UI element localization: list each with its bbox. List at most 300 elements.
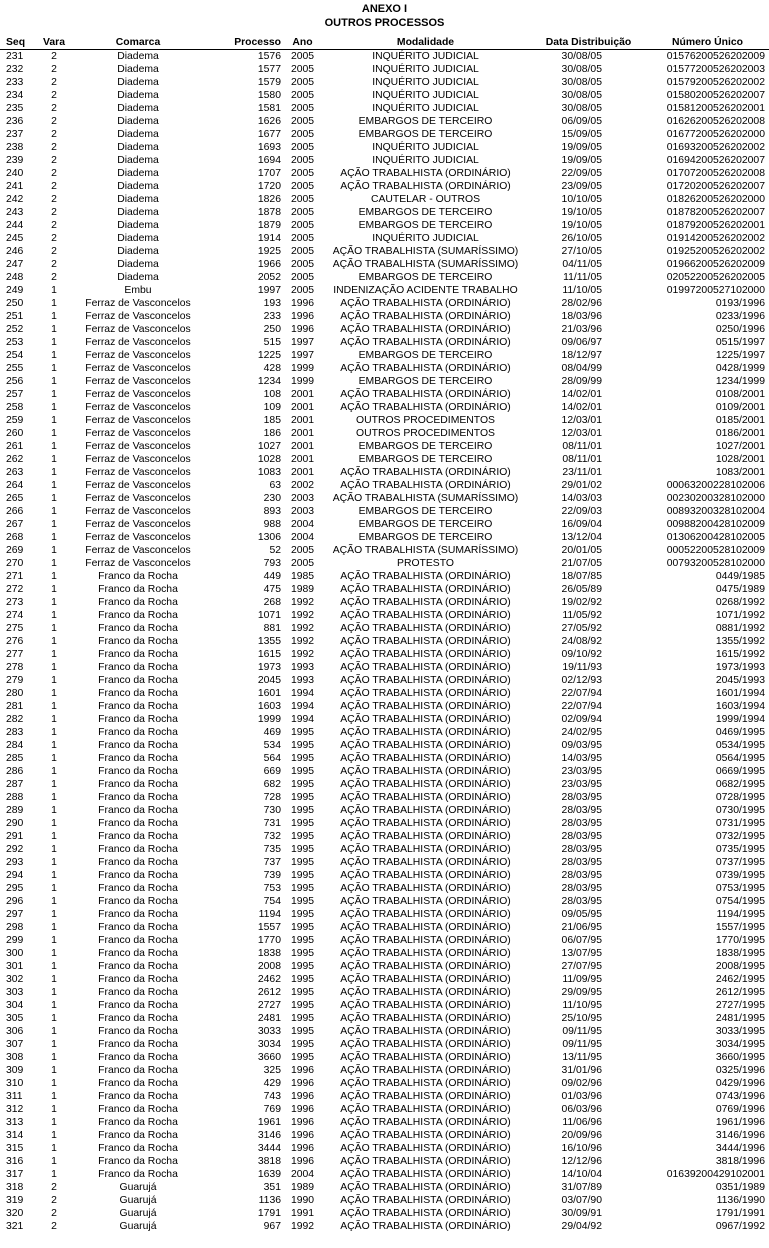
cell-vara: 1 [51,584,57,595]
cell-processo: 1677 [257,129,281,140]
cell-vara: 1 [51,662,57,673]
cell-numero-unico: 0233/1996 [715,311,765,322]
cell-processo: 2052 [257,272,281,283]
cell-numero-unico: 01694200526202007 [666,155,765,166]
cell-comarca: Franco da Rocha [98,922,178,933]
cell-data-distribuicao: 26/05/89 [561,584,602,595]
cell-comarca: Diadema [117,233,159,244]
cell-comarca: Franco da Rocha [98,779,178,790]
cell-vara: 1 [51,857,57,868]
cell-processo: 1603 [257,701,281,712]
cell-data-distribuicao: 19/09/05 [561,155,602,166]
cell-vara: 1 [51,1026,57,1037]
table-row [0,557,769,570]
cell-data-distribuicao: 14/03/03 [561,493,602,504]
cell-modalidade: AÇÃO TRABALHISTA (ORDINÁRIO) [340,1000,511,1011]
cell-numero-unico: 00988200428102009 [666,519,765,530]
cell-ano: 1996 [290,1143,315,1154]
cell-modalidade: AÇÃO TRABALHISTA (ORDINÁRIO) [340,688,511,699]
cell-vara: 1 [51,961,57,972]
cell-data-distribuicao: 20/01/05 [561,545,602,556]
cell-seq: 313 [6,1117,24,1128]
cell-vara: 1 [51,350,57,361]
cell-numero-unico: 01966200526202009 [666,259,765,270]
cell-vara: 2 [51,90,57,101]
cell-comarca: Ferraz de Vasconcelos [85,467,191,478]
table-row [0,739,769,752]
cell-processo: 1234 [257,376,281,387]
cell-comarca: Franco da Rocha [98,857,178,868]
cell-processo: 1071 [257,610,281,621]
cell-ano: 1989 [290,1182,315,1193]
cell-ano: 1995 [290,909,315,920]
cell-modalidade: AÇÃO TRABALHISTA (ORDINÁRIO) [340,974,511,985]
table-row [0,193,769,206]
cell-vara: 1 [51,1143,57,1154]
cell-data-distribuicao: 04/11/05 [562,259,602,270]
cell-ano: 1996 [290,1091,315,1102]
table-row [0,284,769,297]
table-row [0,1129,769,1142]
cell-processo: 193 [263,298,281,309]
cell-seq: 264 [6,480,24,491]
table-row [0,349,769,362]
table-row [0,232,769,245]
cell-modalidade: EMBARGOS DE TERCEIRO [358,519,493,530]
cell-ano: 2005 [290,207,315,218]
cell-vara: 1 [51,545,57,556]
cell-ano: 1995 [290,753,315,764]
cell-modalidade: AÇÃO TRABALHISTA (ORDINÁRIO) [340,363,511,374]
cell-seq: 321 [6,1221,24,1232]
cell-numero-unico: 2727/1995 [715,1000,765,1011]
cell-numero-unico: 01707200526202008 [666,168,765,179]
cell-comarca: Ferraz de Vasconcelos [85,558,191,569]
cell-modalidade: AÇÃO TRABALHISTA (SUMARÍSSIMO) [332,545,519,556]
cell-processo: 1581 [257,103,281,114]
cell-comarca: Diadema [117,155,159,166]
cell-seq: 289 [6,805,24,816]
cell-modalidade: AÇÃO TRABALHISTA (ORDINÁRIO) [340,935,511,946]
cell-processo: 3818 [257,1156,281,1167]
cell-numero-unico: 00230200328102000 [666,493,765,504]
cell-seq: 298 [6,922,24,933]
cell-numero-unico: 1973/1993 [715,662,765,673]
cell-modalidade: EMBARGOS DE TERCEIRO [358,129,493,140]
cell-numero-unico: 1838/1995 [715,948,765,959]
cell-seq: 284 [6,740,24,751]
cell-vara: 1 [51,766,57,777]
cell-modalidade: AÇÃO TRABALHISTA (ORDINÁRIO) [340,1195,511,1206]
cell-vara: 2 [51,1221,57,1232]
cell-comarca: Guarujá [119,1182,157,1193]
cell-seq: 311 [6,1091,23,1102]
cell-numero-unico: 3033/1995 [715,1026,765,1037]
cell-numero-unico: 1083/2001 [715,467,765,478]
cell-processo: 429 [263,1078,281,1089]
table-row [0,1077,769,1090]
table-row [0,791,769,804]
table-row [0,661,769,674]
cell-seq: 256 [6,376,24,387]
cell-vara: 1 [51,324,57,335]
cell-numero-unico: 1071/1992 [715,610,765,621]
cell-numero-unico: 0769/1996 [715,1104,765,1115]
cell-vara: 1 [51,636,57,647]
cell-modalidade: AÇÃO TRABALHISTA (ORDINÁRIO) [340,701,511,712]
cell-ano: 1994 [290,688,315,699]
cell-numero-unico: 3660/1995 [715,1052,765,1063]
cell-processo: 3034 [257,1039,281,1050]
cell-seq: 242 [6,194,24,205]
cell-vara: 1 [51,298,57,309]
cell-processo: 1693 [257,142,281,153]
annex-subtitle: OUTROS PROCESSOS [324,17,445,29]
cell-ano: 2005 [290,142,315,153]
cell-comarca: Diadema [117,181,159,192]
cell-vara: 1 [51,337,57,348]
cell-modalidade: AÇÃO TRABALHISTA (ORDINÁRIO) [340,792,511,803]
cell-vara: 1 [51,948,57,959]
cell-modalidade: AÇÃO TRABALHISTA (ORDINÁRIO) [340,1169,511,1180]
cell-vara: 1 [51,506,57,517]
table-row [0,336,769,349]
cell-seq: 232 [6,64,24,75]
cell-vara: 1 [51,792,57,803]
table-row [0,401,769,414]
cell-seq: 309 [6,1065,24,1076]
cell-processo: 737 [263,857,281,868]
cell-modalidade: AÇÃO TRABALHISTA (ORDINÁRIO) [340,1143,511,1154]
table-row [0,102,769,115]
cell-data-distribuicao: 11/09/95 [562,974,602,985]
cell-vara: 1 [51,805,57,816]
cell-ano: 1996 [290,1117,315,1128]
cell-data-distribuicao: 29/01/02 [561,480,602,491]
cell-ano: 2005 [290,155,315,166]
table-row [0,1181,769,1194]
cell-ano: 1995 [290,1026,315,1037]
cell-comarca: Diadema [117,142,159,153]
cell-data-distribuicao: 23/09/05 [561,181,602,192]
cell-ano: 1995 [290,805,315,816]
cell-ano: 1992 [290,649,315,660]
cell-data-distribuicao: 06/09/05 [561,116,602,127]
cell-comarca: Franco da Rocha [98,688,178,699]
cell-vara: 1 [51,831,57,842]
cell-comarca: Franco da Rocha [98,844,178,855]
cell-ano: 1996 [290,1104,315,1115]
cell-numero-unico: 01576200526202009 [666,51,765,62]
cell-vara: 1 [51,935,57,946]
cell-processo: 669 [263,766,281,777]
cell-vara: 1 [51,571,57,582]
cell-numero-unico: 0669/1995 [715,766,765,777]
cell-processo: 2045 [257,675,281,686]
table-row [0,245,769,258]
cell-vara: 1 [51,909,57,920]
cell-seq: 307 [6,1039,24,1050]
cell-vara: 2 [51,51,57,62]
cell-modalidade: AÇÃO TRABALHISTA (ORDINÁRIO) [340,1221,511,1232]
cell-ano: 1995 [290,896,315,907]
cell-numero-unico: 1027/2001 [715,441,765,452]
cell-modalidade: AÇÃO TRABALHISTA (ORDINÁRIO) [340,727,511,738]
cell-processo: 1838 [257,948,281,959]
cell-processo: 1914 [257,233,281,244]
cell-data-distribuicao: 23/03/95 [561,779,602,790]
cell-comarca: Franco da Rocha [98,1117,178,1128]
cell-vara: 1 [51,623,57,634]
cell-processo: 1579 [257,77,281,88]
cell-ano: 1995 [290,935,315,946]
cell-processo: 1136 [258,1195,281,1206]
cell-modalidade: AÇÃO TRABALHISTA (ORDINÁRIO) [340,779,511,790]
cell-modalidade: AÇÃO TRABALHISTA (ORDINÁRIO) [340,818,511,829]
cell-processo: 739 [263,870,281,881]
cell-comarca: Franco da Rocha [98,909,178,920]
cell-processo: 2008 [257,961,281,972]
cell-comarca: Ferraz de Vasconcelos [85,311,191,322]
cell-modalidade: AÇÃO TRABALHISTA (ORDINÁRIO) [340,1091,511,1102]
cell-modalidade: EMBARGOS DE TERCEIRO [358,376,493,387]
cell-processo: 1770 [257,935,281,946]
cell-data-distribuicao: 23/03/95 [561,766,602,777]
cell-vara: 2 [51,1195,57,1206]
cell-vara: 2 [51,233,57,244]
cell-numero-unico: 01925200526202002 [666,246,765,257]
cell-ano: 2005 [290,272,315,283]
cell-seq: 252 [6,324,24,335]
cell-seq: 312 [6,1104,24,1115]
cell-numero-unico: 1615/1992 [715,649,765,660]
cell-vara: 2 [51,194,57,205]
cell-ano: 1992 [290,1221,315,1232]
cell-ano: 1995 [290,870,315,881]
cell-modalidade: AÇÃO TRABALHISTA (ORDINÁRIO) [340,1065,511,1076]
cell-ano: 2005 [290,285,315,296]
cell-ano: 1995 [290,857,315,868]
cell-ano: 2005 [290,194,315,205]
cell-data-distribuicao: 28/02/96 [561,298,602,309]
table-row [0,1025,769,1038]
cell-processo: 1601 [257,688,281,699]
cell-processo: 325 [263,1065,281,1076]
cell-seq: 304 [6,1000,24,1011]
cell-seq: 243 [6,207,24,218]
cell-numero-unico: 0193/1996 [715,298,765,309]
cell-seq: 236 [6,116,24,127]
table-row [0,1038,769,1051]
cell-seq: 320 [6,1208,24,1219]
cell-data-distribuicao: 14/10/04 [561,1169,602,1180]
table-row [0,843,769,856]
table-row [0,128,769,141]
cell-ano: 1995 [290,792,315,803]
cell-data-distribuicao: 13/07/95 [561,948,602,959]
cell-modalidade: AÇÃO TRABALHISTA (ORDINÁRIO) [340,636,511,647]
cell-modalidade: AÇÃO TRABALHISTA (ORDINÁRIO) [340,480,511,491]
cell-data-distribuicao: 19/02/92 [561,597,602,608]
col-header-numero-unico: Número Único [646,36,769,50]
cell-data-distribuicao: 14/02/01 [561,402,602,413]
cell-comarca: Franco da Rocha [98,649,178,660]
cell-ano: 2001 [290,428,315,439]
cell-vara: 2 [51,1182,57,1193]
cell-comarca: Ferraz de Vasconcelos [85,545,191,556]
cell-modalidade: AÇÃO TRABALHISTA (ORDINÁRIO) [340,181,511,192]
table-row [0,375,769,388]
cell-data-distribuicao: 13/12/04 [561,532,602,543]
cell-data-distribuicao: 27/10/05 [561,246,602,257]
cell-modalidade: INQUÉRITO JUDICIAL [372,142,479,153]
cell-data-distribuicao: 21/06/95 [561,922,602,933]
cell-comarca: Guarujá [119,1208,157,1219]
table-row [0,986,769,999]
col-header-comarca: Comarca [73,36,203,50]
cell-data-distribuicao: 19/10/05 [561,220,602,231]
table-row [0,778,769,791]
cell-modalidade: EMBARGOS DE TERCEIRO [358,506,493,517]
cell-seq: 254 [6,350,24,361]
cell-numero-unico: 0475/1989 [715,584,765,595]
cell-processo: 793 [263,558,281,569]
cell-modalidade: AÇÃO TRABALHISTA (ORDINÁRIO) [340,311,511,322]
cell-vara: 1 [51,1156,57,1167]
table-row [0,271,769,284]
cell-data-distribuicao: 29/04/92 [561,1221,602,1232]
cell-data-distribuicao: 25/10/95 [561,1013,602,1024]
cell-processo: 731 [263,818,281,829]
cell-seq: 293 [6,857,24,868]
cell-numero-unico: 2612/1995 [715,987,765,998]
cell-seq: 261 [6,441,24,452]
cell-seq: 245 [6,233,24,244]
cell-processo: 1720 [257,181,281,192]
cell-comarca: Franco da Rocha [98,714,178,725]
cell-processo: 1577 [257,64,281,75]
cell-seq: 285 [6,753,24,764]
cell-processo: 469 [263,727,281,738]
cell-numero-unico: 01639200429102001 [666,1169,765,1180]
cell-modalidade: AÇÃO TRABALHISTA (ORDINÁRIO) [340,961,511,972]
cell-comarca: Guarujá [119,1195,157,1206]
cell-processo: 1826 [257,194,281,205]
table-row [0,1051,769,1064]
cell-seq: 240 [6,168,24,179]
cell-comarca: Franco da Rocha [98,961,178,972]
cell-processo: 351 [263,1182,281,1193]
table-row [0,362,769,375]
cell-modalidade: AÇÃO TRABALHISTA (ORDINÁRIO) [340,909,511,920]
cell-ano: 2005 [290,168,315,179]
cell-processo: 988 [263,519,281,530]
table-row [0,999,769,1012]
cell-ano: 1995 [290,883,315,894]
cell-seq: 279 [6,675,24,686]
cell-comarca: Franco da Rocha [98,1065,178,1076]
cell-comarca: Diadema [117,64,159,75]
cell-data-distribuicao: 22/07/94 [561,701,602,712]
cell-numero-unico: 1999/1994 [715,714,765,725]
cell-data-distribuicao: 16/10/96 [561,1143,602,1154]
cell-numero-unico: 00893200328102004 [666,506,765,517]
cell-modalidade: AÇÃO TRABALHISTA (ORDINÁRIO) [340,402,511,413]
cell-vara: 1 [51,714,57,725]
cell-ano: 2001 [290,415,315,426]
cell-modalidade: EMBARGOS DE TERCEIRO [358,350,493,361]
cell-comarca: Diadema [117,129,159,140]
cell-comarca: Franco da Rocha [98,818,178,829]
cell-seq: 251 [6,311,24,322]
cell-vara: 2 [51,77,57,88]
table-row [0,1064,769,1077]
cell-ano: 1999 [290,376,315,387]
cell-modalidade: EMBARGOS DE TERCEIRO [358,116,493,127]
cell-seq: 314 [6,1130,24,1141]
cell-vara: 1 [51,493,57,504]
cell-modalidade: AÇÃO TRABALHISTA (ORDINÁRIO) [340,675,511,686]
cell-comarca: Diadema [117,103,159,114]
cell-data-distribuicao: 08/04/99 [561,363,602,374]
cell-numero-unico: 1194/1995 [716,909,765,920]
cell-vara: 1 [51,896,57,907]
cell-seq: 231 [6,51,24,62]
cell-seq: 300 [6,948,24,959]
cell-modalidade: AÇÃO TRABALHISTA (ORDINÁRIO) [340,870,511,881]
cell-processo: 1626 [257,116,281,127]
table-row [0,50,769,64]
cell-modalidade: AÇÃO TRABALHISTA (ORDINÁRIO) [340,1052,511,1063]
cell-ano: 1995 [290,831,315,842]
cell-processo: 108 [263,389,281,400]
cell-vara: 1 [51,818,57,829]
cell-data-distribuicao: 18/12/97 [561,350,602,361]
cell-vara: 2 [51,220,57,231]
cell-processo: 564 [263,753,281,764]
cell-processo: 475 [263,584,281,595]
cell-comarca: Franco da Rocha [98,662,178,673]
table-row [0,908,769,921]
cell-vara: 1 [51,844,57,855]
cell-modalidade: EMBARGOS DE TERCEIRO [358,220,493,231]
cell-data-distribuicao: 12/03/01 [561,428,602,439]
cell-vara: 1 [51,974,57,985]
cell-vara: 1 [51,441,57,452]
cell-data-distribuicao: 08/11/01 [562,441,602,452]
cell-vara: 1 [51,428,57,439]
cell-seq: 283 [6,727,24,738]
table-row [0,856,769,869]
col-header-modalidade: Modalidade [320,36,531,50]
cell-numero-unico: 0743/1996 [715,1091,765,1102]
cell-numero-unico: 0469/1995 [715,727,765,738]
cell-processo: 1083 [257,467,281,478]
cell-vara: 1 [51,740,57,751]
cell-modalidade: OUTROS PROCEDIMENTOS [356,428,495,439]
cell-vara: 1 [51,467,57,478]
cell-data-distribuicao: 26/10/05 [561,233,602,244]
cell-ano: 1990 [290,1195,315,1206]
table-row [0,817,769,830]
process-table [0,36,769,1233]
cell-seq: 297 [6,909,24,920]
cell-processo: 1576 [257,51,281,62]
cell-numero-unico: 0737/1995 [715,857,765,868]
annex-title: ANEXO I [361,3,408,15]
cell-processo: 2462 [257,974,281,985]
cell-processo: 185 [263,415,281,426]
